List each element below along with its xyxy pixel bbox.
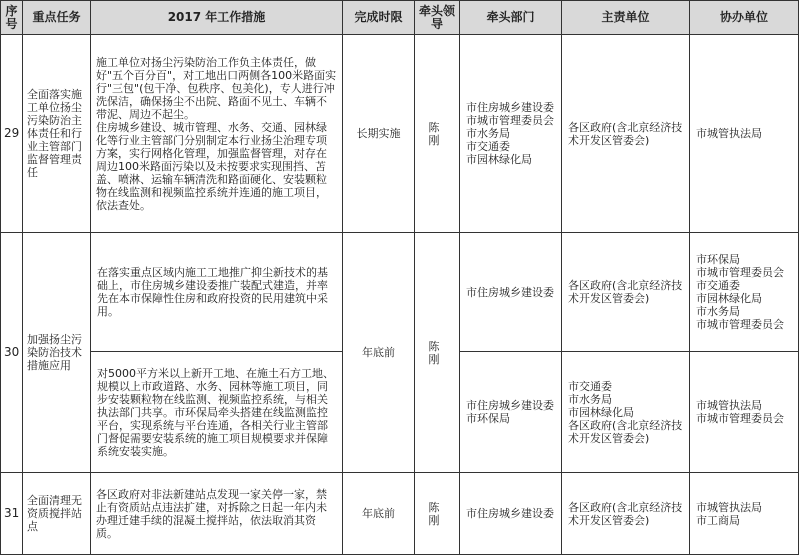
row-no: 29 bbox=[1, 35, 23, 233]
assist-unit-item: 市交通委 bbox=[696, 279, 740, 292]
lead-dept-group bbox=[460, 351, 561, 472]
leader-cell bbox=[415, 473, 460, 555]
lead-dept-cell bbox=[460, 233, 562, 473]
main-unit-group: 各区政府(含北京经济技术开发区管委会) bbox=[568, 279, 683, 305]
assist-unit-item: 市环保局 bbox=[696, 253, 740, 266]
main-unit-cell: 各区政府(含北京经济技术开发区管委会) bbox=[562, 35, 690, 233]
measure-text: 住房城乡建设、城市管理、水务、交通、园林绿化等行业主管部门分别制定本行业扬尘治理专项方案，实行网格化管理，加强监督管理，对存在周边100米路面污染以及未按要求实现围挡、苫盖、喷淋、运输车辆清洗和路面硬化、安装颗粒物在线监测和视频监控系统并连通的施工项目，依法查处。 bbox=[96, 120, 327, 212]
main-unit-item: 市交通委 bbox=[568, 379, 612, 393]
leader-cell bbox=[415, 233, 460, 473]
assist-unit-cell bbox=[690, 35, 799, 233]
header-row bbox=[1, 1, 799, 35]
lead-dept-item: 市交通委 bbox=[466, 140, 510, 153]
header-leader: 牵头领导 bbox=[415, 1, 460, 35]
row-no: 31 bbox=[1, 473, 23, 555]
main-unit-item: 市园林绿化局 bbox=[568, 405, 634, 419]
lead-dept-item: 市园林绿化局 bbox=[466, 153, 532, 166]
measure-text: 在落实重点区域内施工工地推广抑尘新技术的基础上，市住房城乡建设委推广装配式建造，并率先在本市保障性住房和政府投资的民用建筑中采用。 bbox=[97, 266, 328, 318]
header-task: 重点任务 bbox=[23, 1, 91, 35]
header-lead-dept: 牵头部门 bbox=[460, 1, 562, 35]
leader-name: 陈 刚 bbox=[428, 120, 446, 147]
assist-unit-item: 市城管执法局 bbox=[696, 500, 762, 514]
lead-dept-item: 市住房城乡建设委 bbox=[466, 285, 554, 299]
lead-dept-item: 市住房城乡建设委 bbox=[466, 399, 554, 412]
deadline-cell: 年底前 bbox=[343, 233, 415, 473]
measure-text: 各区政府对非法新建站点发现一家关停一家，禁止有资质站点违法扩建，对拆除之日起一年内未办理迁建手续的混凝土搅拌站，依法取消其资质。 bbox=[96, 487, 327, 540]
header-assist-unit: 协办单位 bbox=[690, 1, 799, 35]
assist-unit-cell bbox=[690, 473, 799, 555]
measure-text: 对5000平方米以上新开工地、在施土石方工地、规模以上市政道路、水务、园林等施工项目，同步安装颗粒物在线监测、视频监控系统，与相关执法部门共享。市环保局牵头搭建在线监测监控平台，实现系统与平台连通，各相关行业主管部门督促需要安装系统的施工项目规模要求并保障系统安装实施。 bbox=[91, 351, 342, 472]
table-row bbox=[1, 35, 799, 233]
deadline-cell: 年底前 bbox=[343, 473, 415, 555]
assist-unit-item: 市城市管理委员会 bbox=[696, 318, 784, 331]
task-cell: 加强扬尘污染防治技术措施应用 bbox=[23, 233, 91, 473]
header-no: 序号 bbox=[1, 1, 23, 35]
lead-dept-item: 市住房城乡建设委 bbox=[466, 101, 554, 114]
lead-dept-item: 市住房城乡建设委 bbox=[466, 507, 554, 520]
header-deadline: 完成时限 bbox=[343, 1, 415, 35]
assist-unit-item: 市城市管理委员会 bbox=[696, 412, 784, 425]
assist-unit-item: 市园林绿化局 bbox=[696, 292, 762, 305]
task-cell: 全面清理无资质搅拌站点 bbox=[23, 473, 91, 555]
table-row bbox=[1, 233, 799, 473]
lead-dept-cell bbox=[460, 473, 562, 555]
measures-cell bbox=[91, 233, 343, 473]
leader-cell bbox=[415, 35, 460, 233]
table-row bbox=[1, 473, 799, 555]
lead-dept-item: 市水务局 bbox=[466, 127, 510, 140]
lead-dept-group bbox=[460, 233, 561, 351]
measures-cell bbox=[91, 473, 343, 555]
main-unit-cell bbox=[562, 233, 690, 473]
leader-name: 陈 刚 bbox=[428, 500, 446, 527]
deadline-cell: 长期实施 bbox=[343, 35, 415, 233]
measures-cell bbox=[91, 35, 343, 233]
assist-unit-item: 市水务局 bbox=[696, 305, 740, 318]
assist-unit-item: 市工商局 bbox=[696, 513, 740, 527]
assist-unit-cell bbox=[690, 233, 799, 473]
assist-unit-item: 市城市管理委员会 bbox=[696, 266, 784, 279]
main-unit-item: 市水务局 bbox=[568, 392, 612, 406]
lead-dept-item: 市城市管理委员会 bbox=[466, 114, 554, 127]
main-unit-cell: 各区政府(含北京经济技术开发区管委会) bbox=[562, 473, 690, 555]
assist-unit-group bbox=[690, 233, 798, 351]
assist-unit-group bbox=[690, 351, 798, 472]
lead-dept-cell bbox=[460, 35, 562, 233]
main-unit-item: 各区政府(含北京经济技术开发区管委会) bbox=[568, 418, 683, 445]
header-measures: 2017 年工作措施 bbox=[91, 1, 343, 35]
row-no: 30 bbox=[1, 233, 23, 473]
assist-unit-item: 市城管执法局 bbox=[696, 399, 762, 412]
task-cell: 全面落实施工单位扬尘污染防治主体责任和行业主管部门监督管理责任 bbox=[23, 35, 91, 233]
lead-dept-item: 市环保局 bbox=[466, 412, 510, 425]
header-main-unit: 主责单位 bbox=[562, 1, 690, 35]
assist-unit-item: 市城管执法局 bbox=[696, 127, 762, 140]
main-unit-group bbox=[562, 351, 689, 472]
measure-text: 施工单位对扬尘污染防治工作负主体责任，做好"五个百分百"，对工地出口两侧各100米路面实行"三包"(包干净、包秩序、包美化)，专人进行冲洗保洁，确保扬尘不出院、路面不见土、车辆不带泥、周边不起尘。 bbox=[96, 55, 337, 121]
leader-name: 陈 刚 bbox=[428, 339, 446, 366]
